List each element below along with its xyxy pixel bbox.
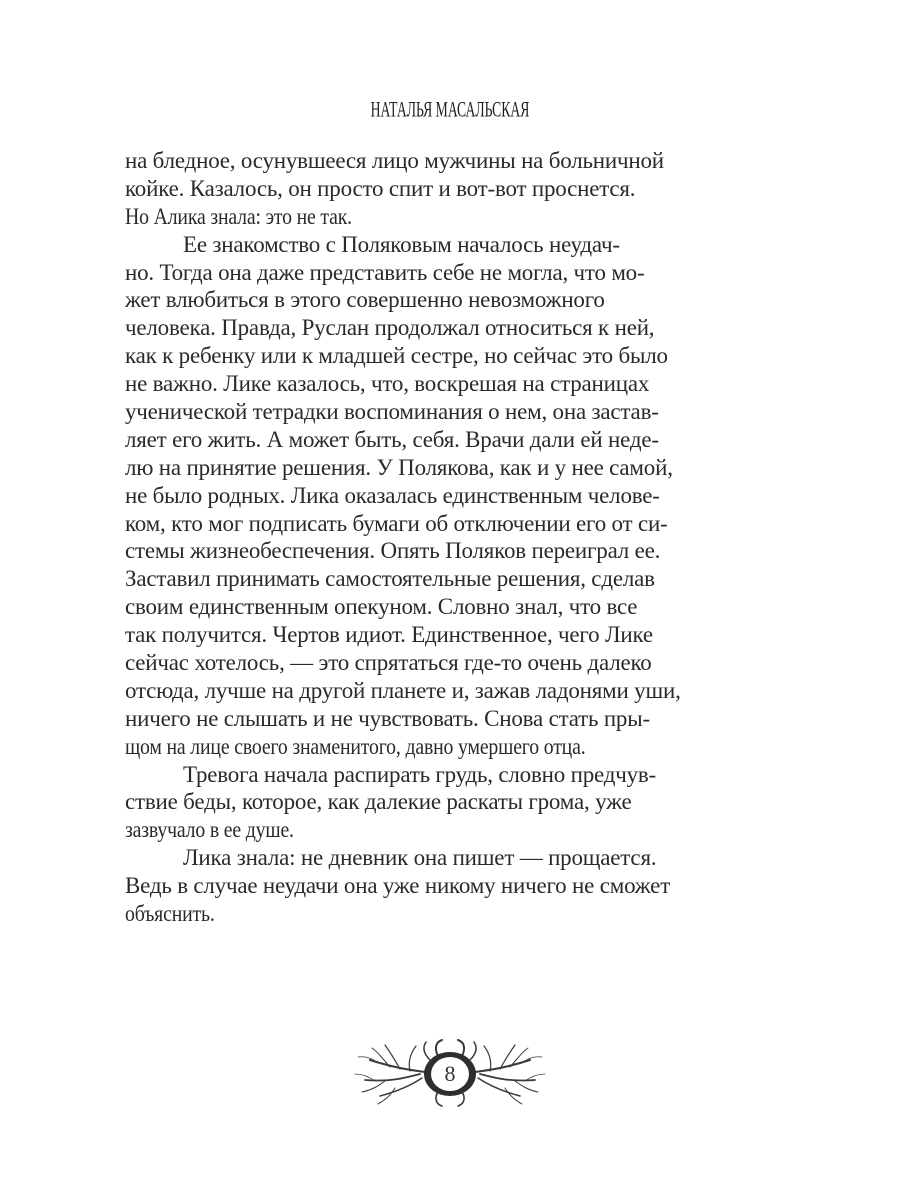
text-line: объяснить. xyxy=(125,901,215,927)
text-line: не было родных. Лика оказалась единственным челове- xyxy=(125,482,660,508)
text-line: своим единственным опекуном. Словно знал, что все xyxy=(125,594,638,620)
text-line: щом на лице своего знаменитого, давно умершего отца. xyxy=(125,733,586,759)
text-line: сейчас хотелось, — это спрятаться где-то очень далеко xyxy=(125,650,652,676)
text-line: на бледное, осунувшееся лицо мужчины на больничной xyxy=(125,148,664,173)
body-text xyxy=(125,147,765,928)
text-line: ляет его жить. А может быть, себя. Врачи дали ей неде- xyxy=(125,426,659,452)
text-line: так получится. Чертов идиот. Единственное, чего Лике xyxy=(125,622,653,648)
text-line: Но Алика знала: это не так. xyxy=(125,203,352,229)
text-line: ком, кто мог подписать бумаги об отключении его от си- xyxy=(125,510,668,536)
text-line: Ее знакомство с Поляковым началось неудач- xyxy=(183,231,620,257)
text-line: зазвучало в ее душе. xyxy=(125,817,294,843)
text-line: Ведь в случае неудачи она уже никому ничего не сможет xyxy=(125,873,671,899)
text-line: отсюда, лучше на другой планете и, зажав ладонями уши, xyxy=(125,677,681,703)
page-number: 8 xyxy=(444,1061,456,1086)
text-line: стемы жизнеобеспечения. Опять Поляков переиграл ее. xyxy=(125,538,661,564)
text-line: Тревога начала распирать грудь, словно предчув- xyxy=(183,761,657,787)
text-line: Заставил принимать самостоятельные решения, сделав xyxy=(125,566,655,592)
text-line: не важно. Лике казалось, что, воскрешая на страницах xyxy=(125,371,650,397)
text-line: ничего не слышать и не чувствовать. Снова стать пры- xyxy=(125,705,650,731)
running-head-author: НАТАЛЬЯ МАСАЛЬСКАЯ xyxy=(370,98,530,123)
text-line: лю на принятие решения. У Полякова, как и у нее самой, xyxy=(125,454,673,480)
text-line: как к ребенку или к младшей сестре, но сейчас это было xyxy=(125,343,668,369)
text-line: ученической тетрадки воспоминания о нем, она застав- xyxy=(125,399,659,425)
text-line: ствие беды, которое, как далекие раскаты грома, уже xyxy=(125,789,632,815)
text-line: Лика знала: не дневник она пишет — прощается. xyxy=(183,845,657,871)
text-line: жет влюбиться в этого совершенно невозможного xyxy=(125,287,605,313)
text-line: койке. Казалось, он просто спит и вот-вот проснется. xyxy=(125,175,636,201)
text-line: человека. Правда, Руслан продолжал относиться к ней, xyxy=(125,315,655,341)
text-line: но. Тогда она даже представить себе не могла, что мо- xyxy=(125,259,645,285)
